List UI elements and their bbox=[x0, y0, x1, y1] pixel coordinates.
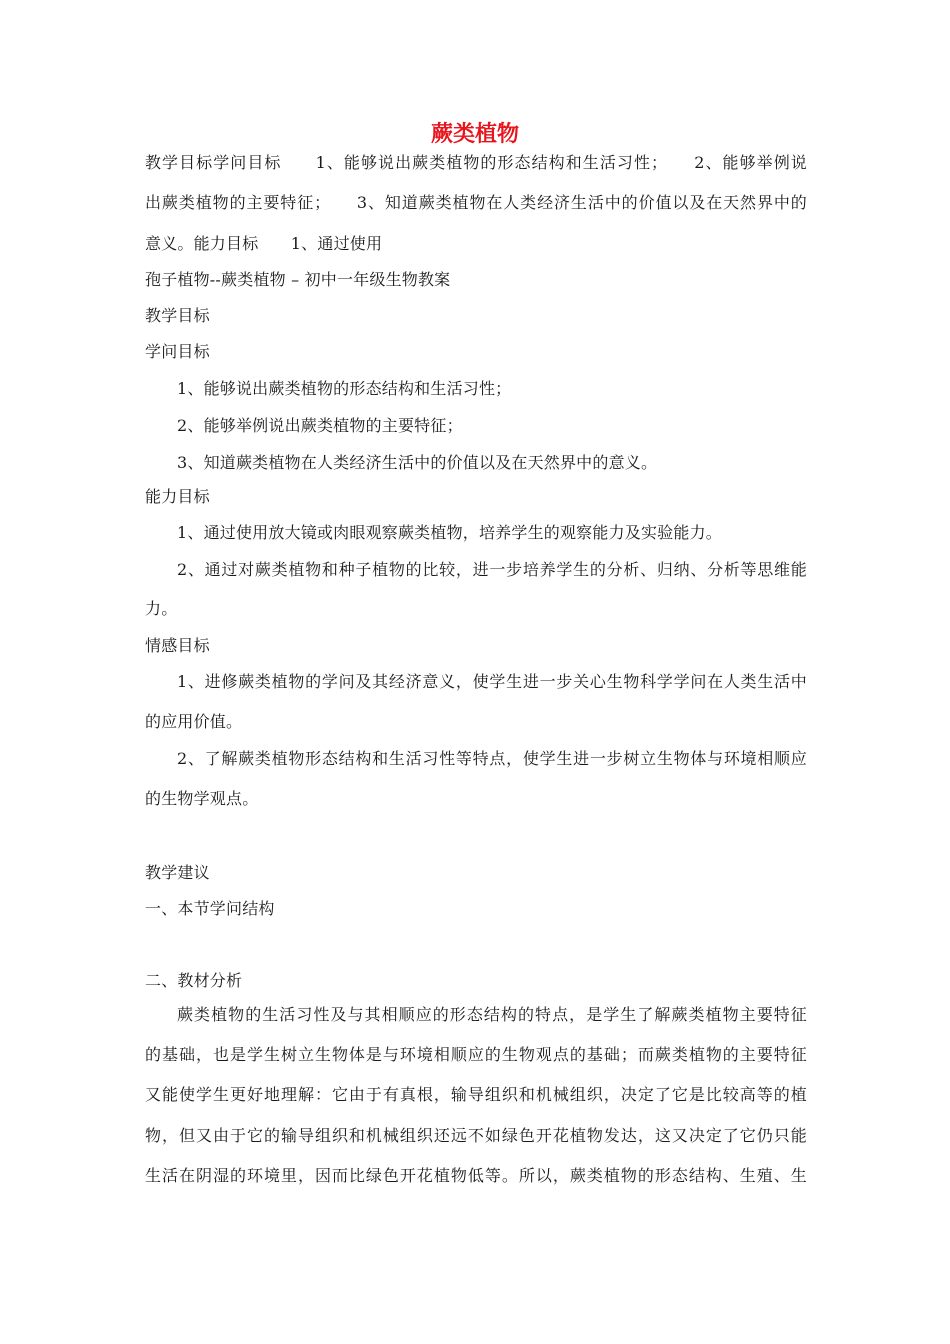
paragraph-line: 的基础，也是学生树立生物体是与环境相顺应的生物观点的基础；而蕨类植物的主要特征 bbox=[145, 1045, 807, 1064]
list-item: 2、了解蕨类植物形态结构和生活习性等特点，使学生进一步树立生物体与环境相顺应 bbox=[177, 749, 807, 768]
list-item: 1、能够说出蕨类植物的形态结构和生活习性； bbox=[177, 379, 512, 398]
summary-line: 意义。能力目标 1、通过使用 bbox=[145, 234, 383, 253]
heading-teaching-goals: 教学目标 bbox=[145, 306, 210, 325]
list-item: 1、进修蕨类植物的学问及其经济意义，使学生进一步关心生物科学学问在人类生活中 bbox=[177, 672, 807, 691]
list-item-continuation: 的生物学观点。 bbox=[145, 789, 259, 808]
heading-emotion-goals: 情感目标 bbox=[145, 636, 210, 655]
list-item: 2、能够举例说出蕨类植物的主要特征； bbox=[177, 416, 463, 435]
paragraph-line: 物，但又由于它的输导组织和机械组织还远不如绿色开花植物发达，这又决定了它仍只能 bbox=[145, 1126, 807, 1145]
list-item: 1、通过使用放大镜或肉眼观察蕨类植物，培养学生的观察能力及实验能力。 bbox=[177, 523, 722, 542]
paragraph-line: 蕨类植物的生活习性及与其相顺应的形态结构的特点，是学生了解蕨类植物主要特征 bbox=[177, 1005, 807, 1024]
list-item-continuation: 的应用价值。 bbox=[145, 712, 243, 731]
list-item-continuation: 力。 bbox=[145, 599, 178, 618]
heading-knowledge-goals: 学问目标 bbox=[145, 342, 210, 361]
heading-teaching-suggestions: 教学建议 bbox=[145, 863, 210, 882]
subtitle: 孢子植物--蕨类植物 – 初中一年级生物教案 bbox=[145, 270, 451, 289]
list-item: 3、知道蕨类植物在人类经济生活中的价值以及在天然界中的意义。 bbox=[177, 453, 658, 472]
section-heading: 二、教材分析 bbox=[145, 971, 243, 990]
paragraph-line: 生活在阴湿的环境里，因而比绿色开花植物低等。所以，蕨类植物的形态结构、生殖、生 bbox=[145, 1166, 807, 1185]
paragraph-line: 又能使学生更好地理解：它由于有真根，输导组织和机械组织，决定了它是比较高等的植 bbox=[145, 1085, 807, 1104]
section-heading: 一、本节学问结构 bbox=[145, 899, 275, 918]
document-title: 蕨类植物 bbox=[430, 122, 519, 147]
heading-ability-goals: 能力目标 bbox=[145, 487, 210, 506]
list-item: 2、通过对蕨类植物和种子植物的比较，进一步培养学生的分析、归纳、分析等思维能 bbox=[177, 560, 807, 579]
summary-line: 出蕨类植物的主要特征； 3、知道蕨类植物在人类经济生活中的价值以及在天然界中的 bbox=[145, 193, 807, 212]
summary-line: 教学目标学问目标 1、能够说出蕨类植物的形态结构和生活习性； 2、能够举例说 bbox=[145, 153, 807, 172]
